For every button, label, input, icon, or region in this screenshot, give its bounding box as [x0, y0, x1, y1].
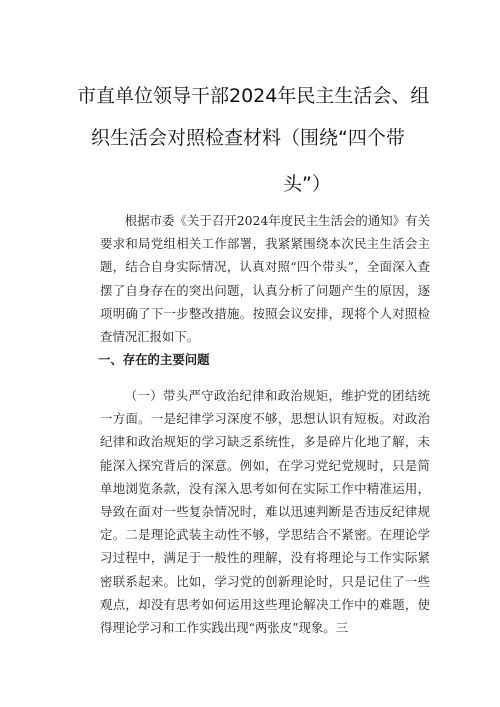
body-paragraph: （一）带头严守政治纪律和政治规矩，维护党的团结统一方面。一是纪律学习深度不够，思想认识有短板。对政治纪律和政治规矩的学习缺乏系统性，多是碎片化地了解，未能深入探究背后的深意。例如，在学习党纪党规时，只是简单地浏览条款，没有深入思考如何在实际工作中精准运用，导致在面对一些复杂情况时，难以迅速判断是否违反纪律规定。二是理论武装主动性不够，学思结合不紧密。在理论学习过程中，满足于一般性的理解，没有将理论与工作实际紧密联系起来。比如，学习党的创新理论时，只是记住了一些观点，却没有思考如何运用这些理论解决工作中的难题，使得理论学习和工作实践出现“两张皮”现象。三	[100, 388, 430, 636]
document-title-line-1: 市直单位领导干部2024年民主生活会、组	[77, 85, 430, 107]
document-title-line-2: 织生活会对照检查材料（围绕“四个带	[91, 127, 405, 149]
document-title-line-3: 头”）	[283, 173, 331, 195]
section-heading: 一、存在的主要问题	[98, 352, 210, 367]
intro-paragraph: 根据市委《关于召开2024年度民主生活会的通知》有关要求和局党组相关工作部署，我紧紧围绕本次民主生活会主题，结合自身实际情况，认真对照“四个带头”，全面深入查摆了自身存在的突出问题，认真分析了问题产生的原因，逐项明确了下一步整改措施。按照会议安排，现将个人对照检查情况汇报如下。	[100, 213, 430, 345]
